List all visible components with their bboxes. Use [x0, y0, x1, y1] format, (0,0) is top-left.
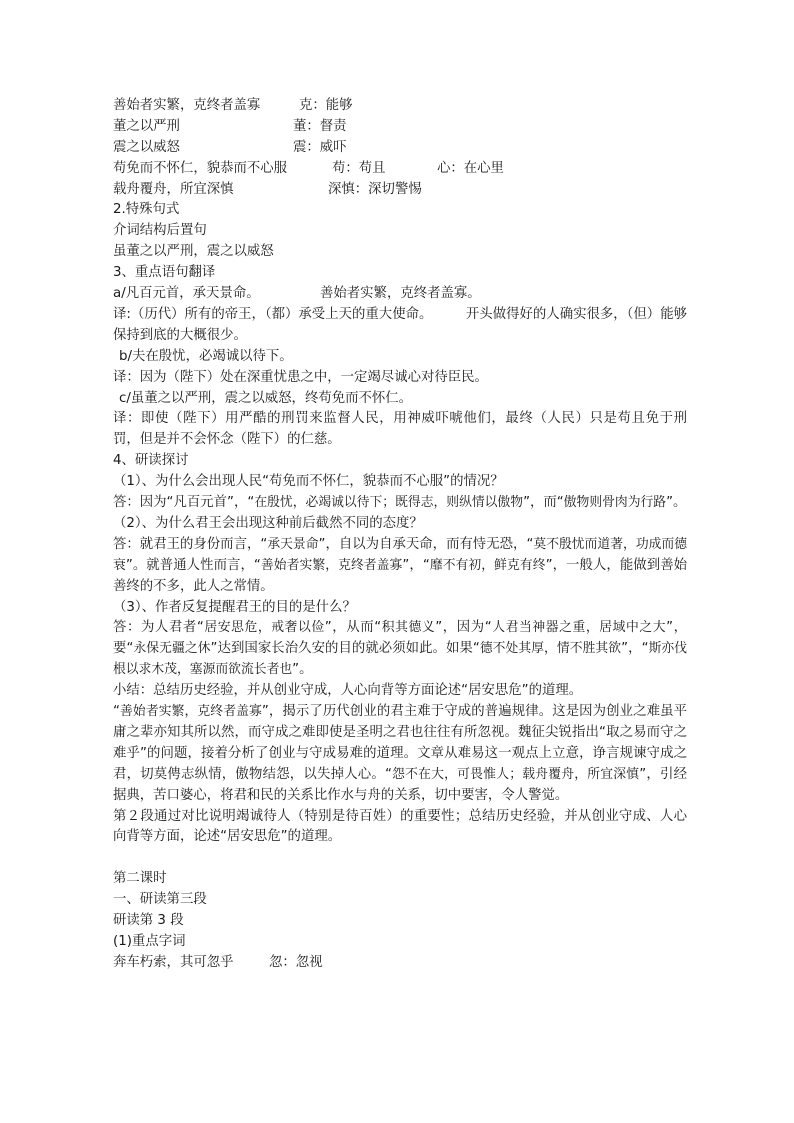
sentence-a-left: a/凡百元首，承天景命。: [113, 286, 260, 302]
vocab-phrase: 苟免而不怀仁，貌恭而不心服: [113, 160, 288, 176]
section-heading: 2.特殊句式: [113, 202, 180, 218]
section-text: 虽董之以严刑，震之以威怒: [113, 244, 274, 260]
answer-quote: 德不处其厚，情不胜其欲: [479, 641, 622, 657]
answer-3: [113, 618, 687, 681]
translation-b: 译：因为（陛下）处在深重忧患之中，一定竭尽诚心对待臣民。: [113, 369, 488, 385]
answer-text: 答：因为“凡百元首”，“: [113, 494, 255, 510]
vocab-gloss: 忽：忽视: [269, 954, 323, 970]
answer-quote: 人君当神器之重，居域中之大: [491, 620, 667, 636]
vocab-phrase: 董之以严刑: [113, 118, 180, 134]
vocab-gloss: 深慎：深切警惕: [328, 181, 422, 197]
paragraph-text: ”，引经据典，苦口婆心，将君和民的关系比作水与舟的关系，切中要害，令人警觉。: [113, 766, 688, 803]
answer-text: ”。: [292, 662, 313, 678]
vocab-gloss: 震：威吓: [293, 139, 347, 155]
paragraph-quote: 怨不在大，可畏惟人；载舟覆舟，所宜深慎: [391, 766, 640, 782]
answer-text: ”，因为“: [435, 620, 492, 636]
section-heading: 4、研读探讨: [113, 453, 189, 469]
vocab-gloss: 董：督责: [293, 118, 347, 134]
answer-text: ”，要“: [113, 620, 688, 657]
vocab-row-5: [113, 180, 687, 201]
answer-text: 答：为人君者“: [113, 620, 204, 636]
answer-text: ”，从而“: [324, 620, 382, 636]
answer-text: ”达到国家长治久安的目的就必须如此。如果“: [210, 641, 480, 657]
answer-text: ”，一般人，能做到善始善终的不多，此人之常情。: [113, 557, 688, 594]
vocab-row-3: [113, 138, 687, 159]
question-2: （2）、为什么君王会出现这种前后截然不同的态度？: [113, 515, 423, 531]
answer-quote: 靡不有初，鲜克有终: [429, 557, 546, 573]
answer-quote: 莫不殷忧而道著，功成而德衰: [113, 536, 688, 573]
answer-text: ”，“: [402, 557, 430, 573]
vocab-phrase: 震之以威怒: [113, 139, 180, 155]
analysis-paragraph: [113, 702, 687, 807]
answer-quote: 在殷忧，必竭诚以待下；既得志，则纵情以傲物: [254, 494, 524, 510]
answer-text: ”，而“: [523, 494, 564, 510]
answer-text: ”，自以为自承天命，而有恃无恐，“: [318, 536, 534, 552]
answer-1: [113, 493, 687, 514]
answer-quote: 傲物则骨肉为行路: [563, 494, 667, 510]
summary: 小结：总结历史经验，并从创业守成，人心向背等方面论述“居安思危”的道理。: [113, 683, 583, 699]
lesson-heading: 一、研读第三段: [113, 892, 207, 908]
answer-text: ”。: [666, 494, 687, 510]
answer-quote: 承天景命: [267, 536, 319, 552]
paragraph-text: “: [113, 704, 120, 719]
vocab-gloss: 苟：苟且: [332, 160, 386, 176]
vocab-phrase: 载舟覆舟，所宜深慎: [113, 181, 234, 197]
lesson-title: 第二课时: [113, 871, 167, 887]
answer-text: 答：就君王的身份而言，“: [113, 536, 268, 552]
vocab-row-2: [113, 117, 687, 138]
vocab-row-4: [113, 159, 687, 180]
vocab-gloss-2: 心：在心里: [437, 160, 504, 176]
paragraph-2-summary: 第２段通过对比说明竭诚待人（特别是待百姓）的重要性；总结历史经验，并从创业守成、人心向背等方面，论述“居安思危”的道理。: [113, 808, 687, 845]
sentence-a-right: 善始者实繁，克终者盖寡。: [320, 286, 481, 302]
answer-quote: 善始者实繁，克终者盖寡: [260, 557, 403, 573]
vocab-phrase: 善始者实繁，克终者盖寡: [113, 98, 261, 113]
lesson-vocab-row: [113, 953, 687, 974]
spacer: [113, 848, 687, 869]
vocab-row-1: [113, 96, 687, 117]
document-page: [113, 96, 687, 974]
lesson-heading: 研读第 3 段: [113, 913, 184, 929]
answer-quote: 积其德义: [381, 620, 436, 636]
question-1: （1）、为什么会出现人民“苟免而不怀仁，貌恭而不心服”的情况？: [113, 474, 504, 490]
section-text: 介词结构后置句: [113, 223, 207, 239]
question-3: （3）、作者反复提醒君王的目的是什么？: [113, 599, 356, 615]
answer-text: ”，“: [621, 641, 649, 657]
answer-quote: 永保无疆之休: [133, 641, 211, 657]
lesson-subheading: (1)重点字词: [113, 933, 186, 949]
paragraph-quote: 善始者实繁，克终者盖寡: [119, 704, 262, 719]
answer-quote: 居安思危，戒奢以俭: [203, 620, 325, 636]
vocab-phrase: 奔车朽索，其可忽乎: [113, 954, 234, 970]
translation-a: 译:（历代）所有的帝王，（都）承受上天的重大使命。 开头做得好的人确实很多，（但）能够保持到底的大概很少。: [113, 306, 687, 343]
answer-text: ”。就普通人性而言，“: [125, 557, 261, 573]
sentence-c: c/虽董之以严刑，震之以威怒，终苟免而不怀仁。: [119, 390, 413, 406]
paragraph-text: ”，揭示了历代创业的君主难于守成的普遍规律。这是因为创业之难虽平庸之辈亦知其所以然，而守成之难即使是圣明之君也往往有所忽视。魏征尖锐指出“取之易而守之难乎”的问题，接着分析了创业与守成易难的道理。文章从难易这一观点上立意，诤言规谏守成之君，切莫俜志纵情，傲物结怨，以失掉人心。“: [113, 704, 687, 782]
sentence-b: b/夫在殷忧，必竭诚以待下。: [119, 348, 293, 364]
answer-2: [113, 535, 687, 598]
vocab-gloss: 克：能够: [299, 98, 353, 113]
sentence-a: [113, 284, 687, 305]
answer-quote: 斯亦伐根以求木茂，塞源而欲流长者也: [113, 641, 688, 678]
translation-c: 译：即使（陛下）用严酷的刑罚来监督人民，用神威吓唬他们，最终（人民）只是苟且免于刑罚，但是并不会怀念（陛下）的仁慈。: [113, 411, 687, 448]
section-heading: 3、重点语句翻译: [113, 265, 216, 281]
